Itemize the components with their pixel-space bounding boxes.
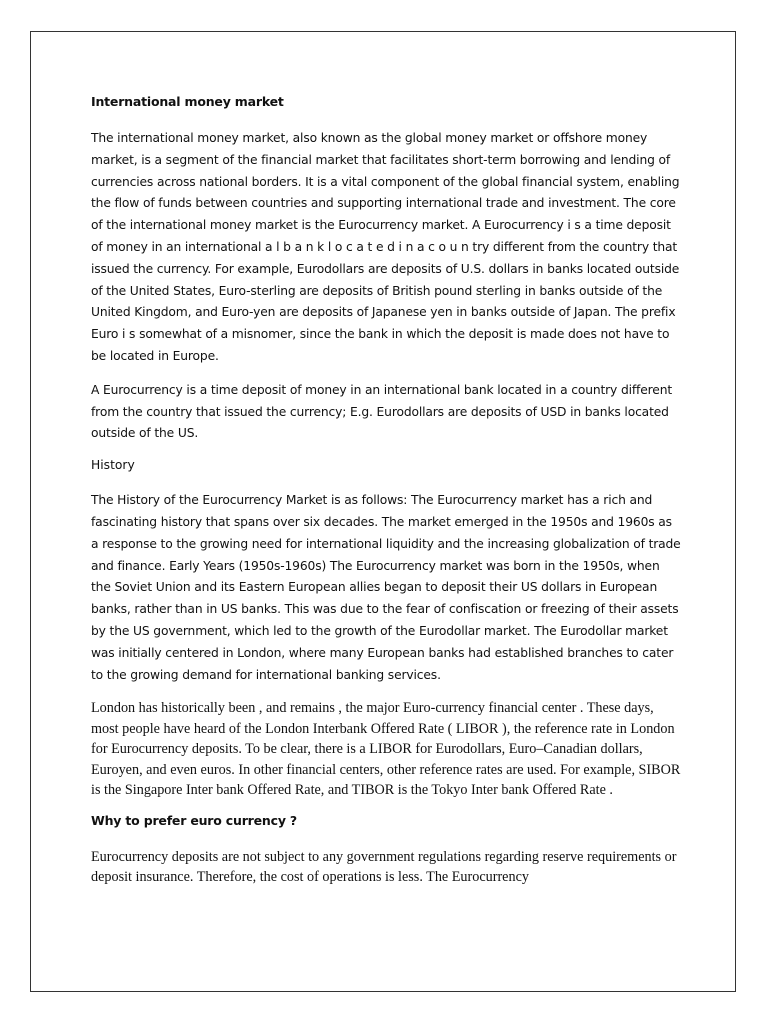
section-heading-why-prefer: Why to prefer euro currency ? — [91, 812, 297, 828]
paragraph-why-prefer: Eurocurrency deposits are not subject to any government regulations regarding reserve requirements or deposit insurance. Therefore, the cost of operations is less. The Eurocurrency — [91, 848, 677, 886]
document-body — [91, 94, 681, 900]
section-label-history: History — [91, 458, 135, 473]
paragraph-history: The History of the Eurocurrency Market is as follows: The Eurocurrency market has a rich and fascinating history that spans over six decades. The market emerged in the 1950s and 1960s as a response to the growing need for international liquidity and the increasing globalization of trade and finance. Early Years (1950s-1960s) The Eurocurrency market was born in the 1950s, when the Soviet Union and its Eastern European allies began to deposit their US dollars in European banks, rather than in US banks. This was due to the fear of confiscation or freezing of their assets by the US government, which led to the growth of the Eurodollar market. The Eurodollar market was initially centered in London, where many European banks had established branches to cater to the growing demand for international banking services. — [91, 493, 681, 682]
section-heading-international-money-market: International money market — [91, 94, 284, 109]
paragraph-intro: The international money market, also known as the global money market or offshore money market, is a segment of the financial market that facilitates short-term borrowing and lending of currencies across national borders. It is a vital component of the global financial system, enabling the flow of funds between countries and supporting international trade and investment. The core of the international money market is the Eurocurrency market. A Eurocurrency i s a time deposit of money in an international a l b a n k l o c a t e d i n a c o u n try different from the country that issued the currency. For example, Eurodollars are deposits of U.S. dollars in banks located outside of the United States, Euro-sterling are deposits of British pound sterling in banks outside of the United Kingdom, and Euro-yen are deposits of Japanese yen in banks outside of Japan. The prefix Euro i s somewhat of a misnomer, since the bank in which the deposit is made does not have to be located in Europe. — [91, 131, 680, 363]
document-page — [30, 31, 736, 992]
paragraph-london: London has historically been , and remains , the major Euro-currency financial center . These days, most people have heard of the London Interbank Offered Rate ( LIBOR ), the reference rate in London for Eurocurrency deposits. To be clear, there is a LIBOR for Eurodollars, Euro–Canadian dollars, Euroyen, and even euros. In other financial centers, other reference rates are used. For example, SIBOR is the Singapore Inter bank Offered Rate, and TIBOR is the Tokyo Inter bank Offered Rate . — [91, 700, 681, 799]
paragraph-eurocurrency-definition: A Eurocurrency is a time deposit of money in an international bank located in a country different from the country that issued the currency; E.g. Eurodollars are deposits of USD in banks located outside of the US. — [91, 382, 673, 441]
